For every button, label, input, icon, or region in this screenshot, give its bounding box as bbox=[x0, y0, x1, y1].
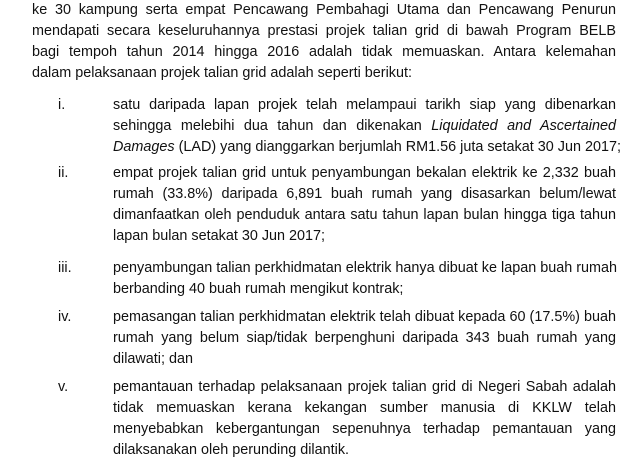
list-item-text bbox=[113, 95, 621, 158]
list-item-text bbox=[113, 377, 616, 461]
list-line: rumah (33.8%) daripada 6,891 buah rumah yang disasarkan belum/lewat bbox=[113, 186, 616, 202]
list-line: pemasangan talian perkhidmatan elektrik telah dibuat kepada 60 (17.5%) buah bbox=[113, 309, 616, 325]
list-line: menyebabkan kebergantungan sepenuhnya terhadap pemantauan yang bbox=[113, 421, 616, 437]
intro-line: dalam pelaksanaan projek talian grid adalah seperti berikut: bbox=[32, 65, 412, 81]
list-line: rumah yang belum siap/tidak berpenghuni daripada 343 buah rumah yang bbox=[113, 330, 616, 346]
italic-term: Liquidated and Ascertained bbox=[431, 118, 616, 134]
list-numeral: i. bbox=[58, 97, 66, 113]
list-line-text: (LAD) yang dianggarkan berjumlah RM1.56 juta setakat 30 Jun 2017; bbox=[174, 139, 621, 155]
intro-line: mendapati secara keseluruhannya prestasi projek talian grid di bawah Program BELB bbox=[32, 23, 616, 39]
list-line: penyambungan talian perkhidmatan elektrik hanya dibuat ke lapan buah rumah bbox=[113, 260, 618, 276]
intro-paragraph bbox=[32, 0, 616, 84]
list-numeral: v. bbox=[58, 379, 69, 395]
list-line bbox=[113, 137, 621, 158]
list-numeral: iii. bbox=[58, 260, 72, 276]
list-line-text: sehingga melebihi dua tahun dan dikenakan bbox=[113, 118, 422, 134]
list-line: lapan bulan setakat 30 Jun 2017; bbox=[113, 228, 326, 244]
list-line: berbanding 40 buah rumah mengikut kontrak; bbox=[113, 281, 404, 297]
list-line: dimanfaatkan oleh penduduk antara satu tahun lapan bulan hingga tiga tahun bbox=[113, 207, 616, 223]
intro-line: bagi tempoh tahun 2014 hingga 2016 adalah tidak memuaskan. Antara kelemahan bbox=[32, 44, 616, 60]
list-line: satu daripada lapan projek telah melampaui tarikh siap yang dibenarkan bbox=[113, 97, 616, 113]
list-line: empat projek talian grid untuk penyambungan bekalan elektrik ke 2,332 buah bbox=[113, 165, 616, 181]
intro-line: ke 30 kampung serta empat Pencawang Pembahagi Utama dan Pencawang Penurun bbox=[32, 2, 616, 18]
list-item-text bbox=[113, 307, 616, 370]
list-line: tidak memuaskan kerana kekangan sumber manusia di KKLW telah bbox=[113, 400, 616, 416]
list-line bbox=[113, 116, 616, 137]
list-numeral: iv. bbox=[58, 309, 72, 325]
italic-term: Damages bbox=[113, 139, 175, 155]
list-item-text bbox=[113, 163, 616, 247]
list-line: dilawati; dan bbox=[113, 351, 193, 367]
list-line: dilaksanakan oleh perunding dilantik. bbox=[113, 442, 350, 458]
list-numeral: ii. bbox=[58, 165, 69, 181]
list-item-text bbox=[113, 258, 616, 300]
list-line: pemantauan terhadap pelaksanaan projek talian grid di Negeri Sabah adalah bbox=[113, 379, 616, 395]
